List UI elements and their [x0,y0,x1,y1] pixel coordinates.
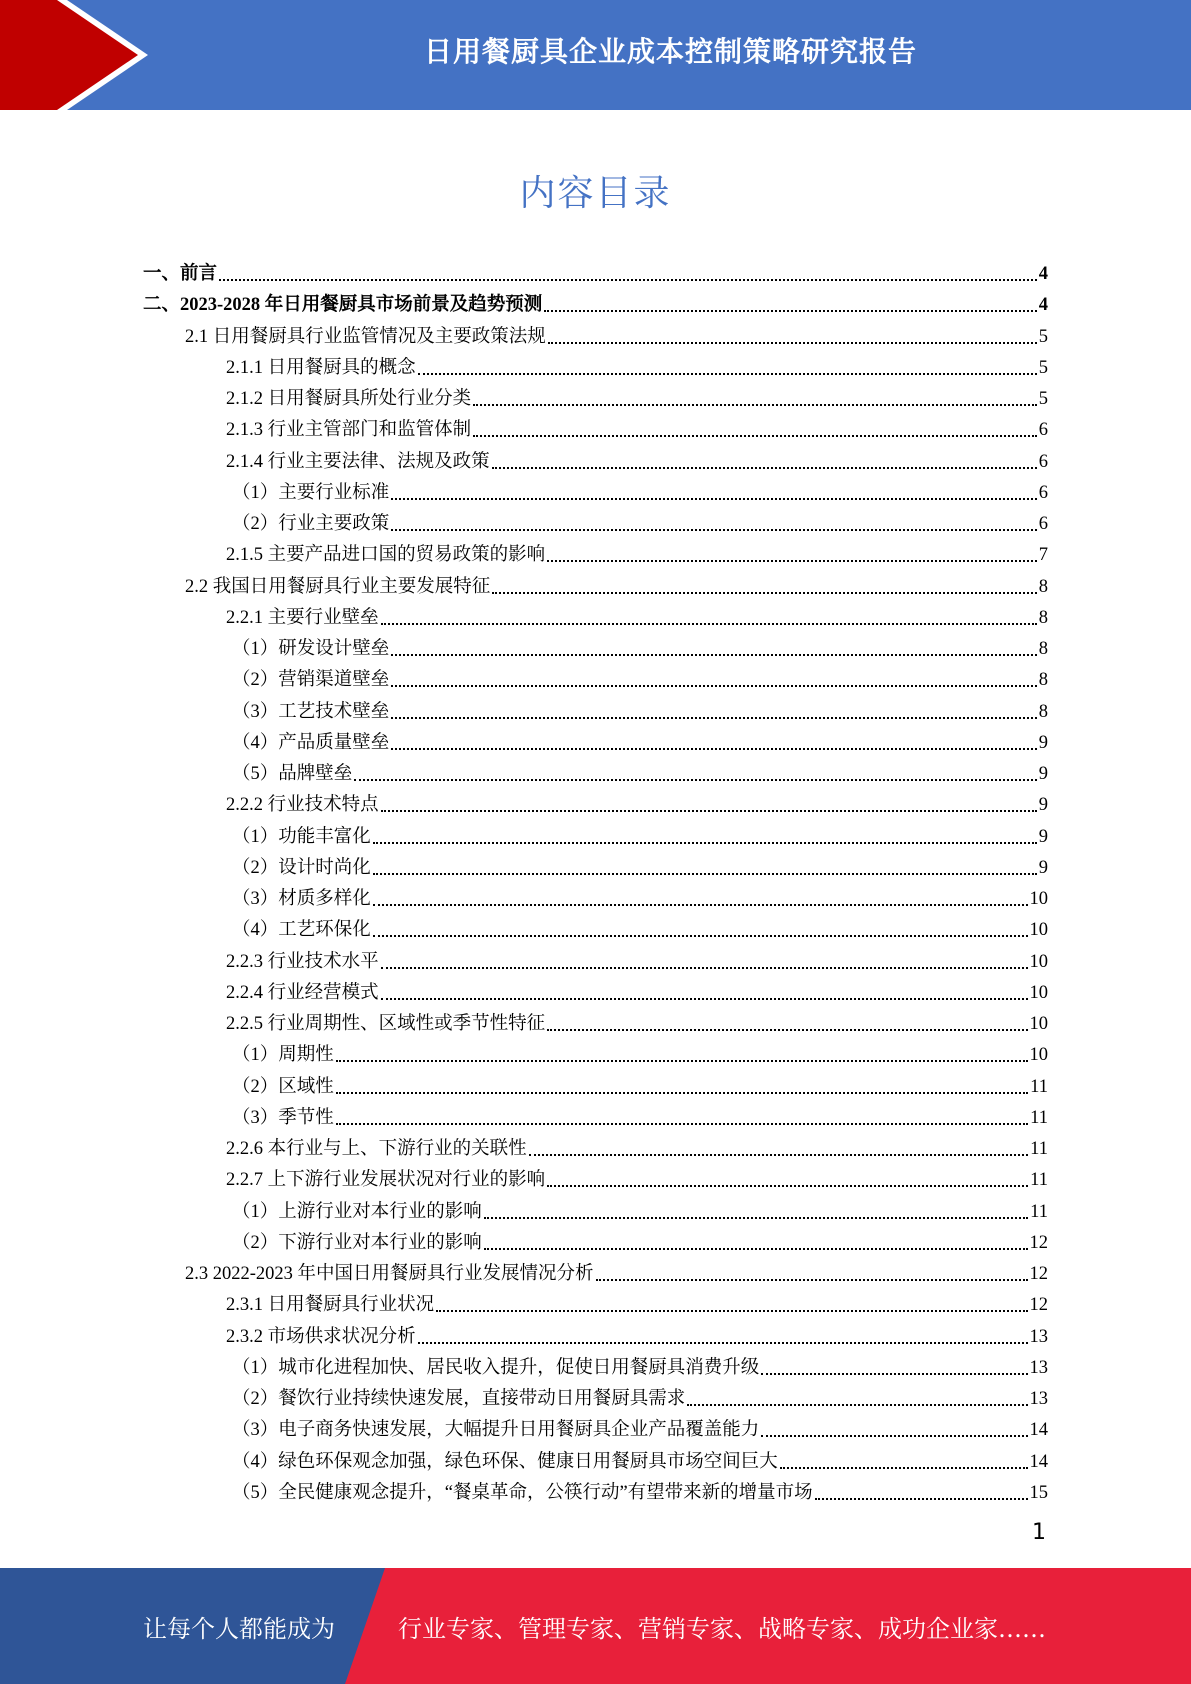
toc-entry[interactable] [232,1442,1048,1473]
toc-leader-dots [547,1029,1027,1031]
toc-entry-title: 2.1.4 行业主要法律、法规及政策 [226,452,490,472]
toc-leader-dots [391,685,1036,687]
toc-entry[interactable] [143,254,1048,285]
toc-entry[interactable] [232,910,1048,941]
toc-leader-dots [336,1092,1028,1094]
chevron-arrow-icon [0,0,160,110]
toc-entry-title: （3）季节性 [232,1108,334,1128]
toc-leader-dots [418,1342,1028,1344]
toc-leader-dots [354,779,1036,781]
toc-entry-title: （1）主要行业标准 [232,483,390,503]
toc-leader-dots [391,654,1036,656]
toc-leader-dots [336,1123,1028,1125]
toc-entry[interactable] [232,754,1048,785]
toc-entry[interactable] [226,1285,1048,1316]
toc-entry-title: （2）餐饮行业持续快速发展，直接带动日用餐厨具需求 [232,1389,686,1409]
toc-entry-page: 4 [1038,264,1048,284]
toc-entry-page: 10 [1029,1045,1048,1065]
toc-entry-title: （1）上游行业对本行业的影响 [232,1202,482,1222]
toc-entry-page: 11 [1030,1077,1048,1097]
toc-entry[interactable] [232,1379,1048,1410]
toc-entry-page: 9 [1038,764,1048,784]
toc-entry-title: 2.2.1 主要行业壁垒 [226,608,379,628]
toc-leader-dots [391,717,1036,719]
toc-entry-page: 10 [1029,952,1048,972]
toc-entry-title: （2）营销渠道壁垒 [232,670,390,690]
toc-entry[interactable] [232,1035,1048,1066]
toc-entry-page: 12 [1029,1295,1048,1315]
toc-leader-dots [547,1185,1028,1187]
toc-entry-title: （4）工艺环保化 [232,920,371,940]
toc-leader-dots [492,467,1037,469]
toc-entry-page: 4 [1038,295,1048,315]
toc-entry[interactable] [232,723,1048,754]
toc-leader-dots [336,1060,1028,1062]
toc-entry[interactable] [185,317,1048,348]
toc-leader-dots [529,1154,1029,1156]
toc-entry[interactable] [232,879,1048,910]
toc-entry[interactable] [226,1317,1048,1348]
toc-leader-dots [815,1498,1028,1500]
toc-leader-dots [381,998,1028,1000]
toc-entry-title: 2.1.5 主要产品进口国的贸易政策的影响 [226,545,546,565]
toc-leader-dots [687,1404,1027,1406]
toc-entry-page: 8 [1038,577,1048,597]
toc-entry-page: 8 [1038,608,1048,628]
toc-entry-title: 2.1.3 行业主管部门和监管体制 [226,420,472,440]
header-bar [0,0,1191,110]
toc-entry-page: 12 [1029,1264,1048,1284]
toc-entry[interactable] [232,1067,1048,1098]
footer-slogan-left: 让每个人都能成为 [143,1614,335,1643]
toc-entry-title: （1）周期性 [232,1045,334,1065]
toc-entry-page: 5 [1038,358,1048,378]
toc-leader-dots [780,1467,1028,1469]
toc-entry-page: 11 [1030,1170,1048,1190]
toc-entry-title: 2.2.3 行业技术水平 [226,952,379,972]
toc-entry[interactable] [226,1160,1048,1191]
toc-entry-page: 11 [1030,1139,1048,1159]
toc-entry[interactable] [226,348,1048,379]
toc-entry[interactable] [232,504,1048,535]
toc-leader-dots [473,435,1037,437]
toc-entry-title: （2）行业主要政策 [232,514,390,534]
toc-leader-dots [544,310,1036,312]
footer-bar [0,1568,1191,1684]
toc-leader-dots [761,1435,1027,1437]
toc-entry-page: 14 [1029,1452,1048,1472]
toc-entry-title: （1）城市化进程加快、居民收入提升，促使日用餐厨具消费升级 [232,1358,760,1378]
toc-entry-page: 6 [1038,483,1048,503]
toc-entry-page: 8 [1038,670,1048,690]
toc-heading: 内容目录 [519,173,672,214]
toc-entry-title: 二、2023-2028 年日用餐厨具市场前景及趋势预测 [143,295,543,315]
toc-entry-page: 11 [1030,1108,1048,1128]
toc-entry-page: 11 [1030,1202,1048,1222]
toc-entry-page: 13 [1029,1327,1048,1347]
toc-entry-title: 2.2.7 上下游行业发展状况对行业的影响 [226,1170,546,1190]
toc-entry-title: （2）下游行业对本行业的影响 [232,1233,482,1253]
toc-leader-dots [473,404,1037,406]
toc-leader-dots [484,1248,1028,1250]
toc-entry[interactable] [226,379,1048,410]
toc-entry[interactable] [226,598,1048,629]
toc-entry-title: （4）产品质量壁垒 [232,733,390,753]
toc-entry-page: 9 [1038,795,1048,815]
toc-entry-title: （1）功能丰富化 [232,827,371,847]
toc-entry-page: 9 [1038,733,1048,753]
toc-entry[interactable] [232,629,1048,660]
toc-entry-page: 10 [1029,920,1048,940]
toc-leader-dots [381,623,1037,625]
toc-leader-dots [381,810,1037,812]
toc-entry-page: 6 [1038,452,1048,472]
toc-entry-title: （3）材质多样化 [232,889,371,909]
toc-entry[interactable] [232,692,1048,723]
toc-entry-page: 10 [1029,889,1048,909]
toc-leader-dots [373,842,1037,844]
toc-entry[interactable] [232,1348,1048,1379]
toc-entry[interactable] [232,1410,1048,1441]
toc-entry-title: 2.2.4 行业经营模式 [226,983,379,1003]
toc-leader-dots [373,873,1037,875]
toc-entry-title: 2.2.2 行业技术特点 [226,795,379,815]
toc-entry[interactable] [226,785,1048,816]
toc-leader-dots [391,748,1036,750]
toc-leader-dots [436,1310,1027,1312]
toc-entry-title: 2.3.2 市场供求状况分析 [226,1327,416,1347]
toc-entry[interactable] [226,1004,1048,1035]
toc-leader-dots [761,1373,1027,1375]
toc-leader-dots [391,498,1036,500]
toc-entry[interactable] [232,848,1048,879]
footer-slogan-right: 行业专家、管理专家、营销专家、战略专家、成功企业家…… [398,1614,1046,1643]
toc-leader-dots [418,373,1037,375]
toc-entry-page: 10 [1029,1014,1048,1034]
toc-entry-title: 2.2.6 本行业与上、下游行业的关联性 [226,1139,527,1159]
toc-leader-dots [548,342,1037,344]
toc-entry-page: 5 [1038,327,1048,347]
toc-entry-title: （5）全民健康观念提升，“餐桌革命，公筷行动”有望带来新的增量市场 [232,1483,813,1503]
toc-entry-title: （5）品牌壁垒 [232,764,353,784]
toc-entry[interactable] [232,1473,1048,1504]
toc-entry[interactable] [226,410,1048,441]
toc-leader-dots [391,529,1036,531]
page-number: 1 [1032,1520,1046,1545]
toc-entry[interactable] [185,1254,1048,1285]
toc-entry[interactable] [226,973,1048,1004]
toc-entry-title: （3）工艺技术壁垒 [232,702,390,722]
toc-entry-page: 10 [1029,983,1048,1003]
toc-entry[interactable] [143,285,1048,316]
toc-entry-title: （3）电子商务快速发展，大幅提升日用餐厨具企业产品覆盖能力 [232,1420,760,1440]
toc-leader-dots [381,967,1028,969]
toc-entry-page: 6 [1038,420,1048,440]
toc-leader-dots [547,560,1037,562]
toc-leader-dots [484,1217,1028,1219]
toc-entry-title: 2.1.1 日用餐厨具的概念 [226,358,416,378]
toc-entry[interactable] [232,817,1048,848]
toc-entry-page: 13 [1029,1358,1048,1378]
toc-entry-title: （2）区域性 [232,1077,334,1097]
toc-entry-page: 15 [1029,1483,1048,1503]
toc-entry-title: 2.3.1 日用餐厨具行业状况 [226,1295,435,1315]
toc-leader-dots [492,592,1036,594]
toc-leader-dots [596,1279,1028,1281]
toc-entry-page: 12 [1029,1233,1048,1253]
toc-entry-title: （4）绿色环保观念加强，绿色环保、健康日用餐厨具市场空间巨大 [232,1452,778,1472]
toc-entry-page: 7 [1038,545,1048,565]
toc-leader-dots [373,935,1028,937]
toc-entry-title: 2.2 我国日用餐厨具行业主要发展特征 [185,577,491,597]
toc-entry[interactable] [232,1223,1048,1254]
toc-entry-page: 13 [1029,1389,1048,1409]
toc-entry[interactable] [226,1129,1048,1160]
toc-entry-page: 5 [1038,389,1048,409]
toc-entry[interactable] [226,942,1048,973]
toc-entry-title: 2.1.2 日用餐厨具所处行业分类 [226,389,472,409]
toc-entry-page: 14 [1029,1420,1048,1440]
toc-entry[interactable] [226,442,1048,473]
toc-entry-title: （1）研发设计壁垒 [232,639,390,659]
toc-entry-title: （2）设计时尚化 [232,858,371,878]
toc-entry[interactable] [232,473,1048,504]
toc-entry[interactable] [226,535,1048,566]
toc-leader-dots [373,904,1028,906]
toc-leader-dots [219,279,1037,281]
toc-entry-page: 8 [1038,702,1048,722]
toc-entry-page: 9 [1038,858,1048,878]
toc-entry-page: 6 [1038,514,1048,534]
toc-entry[interactable] [232,660,1048,691]
toc-entry[interactable] [185,567,1048,598]
report-title: 日用餐厨具企业成本控制策略研究报告 [423,35,917,68]
toc-entry-title: 2.2.5 行业周期性、区域性或季节性特征 [226,1014,546,1034]
toc-entry-page: 9 [1038,827,1048,847]
toc-entry-page: 8 [1038,639,1048,659]
toc-entry[interactable] [232,1192,1048,1223]
toc-entry[interactable] [232,1098,1048,1129]
toc-entry-title: 2.3 2022-2023 年中国日用餐厨具行业发展情况分析 [185,1264,594,1284]
toc-entry-title: 2.1 日用餐厨具行业监管情况及主要政策法规 [185,327,546,347]
toc-entry-title: 一、前言 [143,264,218,284]
